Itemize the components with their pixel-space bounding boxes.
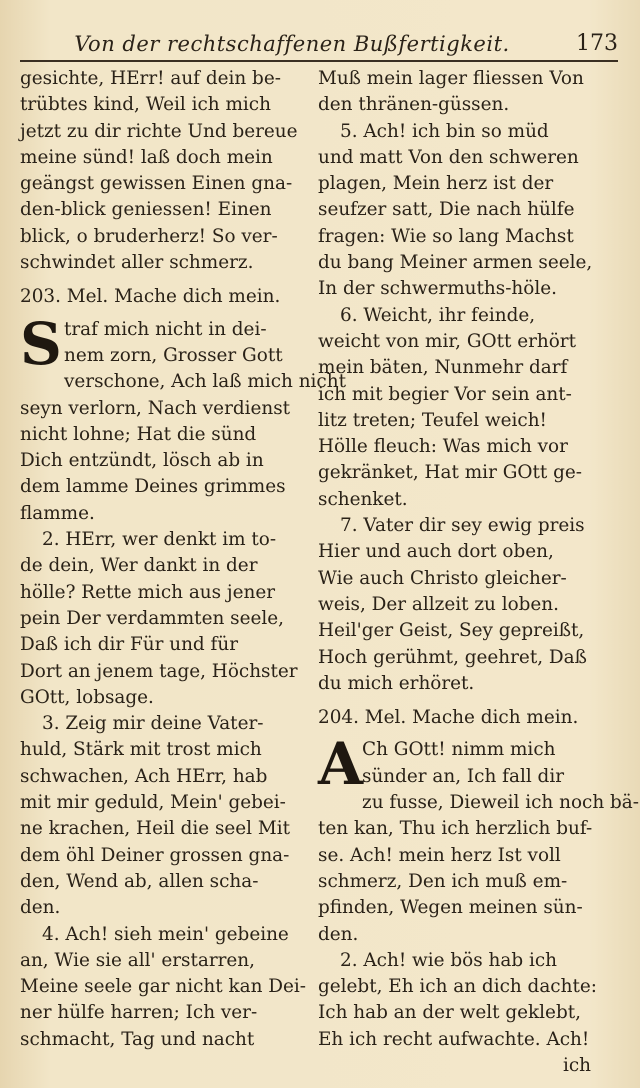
text-line: 6. Weicht, ihr feinde, xyxy=(340,304,536,326)
hymn-204-verse-1 xyxy=(318,730,639,947)
text-line: den. xyxy=(318,923,359,945)
text-line: plagen, Mein herz ist der xyxy=(318,173,554,195)
running-title: Von der rechtschaffenen Bußfertigkeit. xyxy=(74,32,510,56)
hymn-204-first-lines xyxy=(318,730,611,799)
text-line: de dein, Wer dankt in der xyxy=(20,555,258,577)
text-line: gesichte, HErr! auf dein be- xyxy=(20,68,281,89)
text-line: seufzer satt, Die nach hülfe xyxy=(318,199,575,221)
text-line: GOtt, lobsage. xyxy=(20,686,154,708)
page-header xyxy=(20,12,618,62)
text-line: blick, o bruderherz! So ver- xyxy=(20,225,278,247)
text-line: du bang Meiner armen seele, xyxy=(318,252,593,274)
text-line: jetzt zu dir richte Und bereue xyxy=(20,120,298,142)
page-number: 173 xyxy=(576,31,618,56)
text-line: den. xyxy=(20,897,61,919)
text-line: mit mir geduld, Mein' gebei- xyxy=(20,792,286,814)
text-line: ich mit begier Vor sein ant- xyxy=(318,383,572,405)
text-line: huld, Stärk mit trost mich xyxy=(20,739,262,761)
text-line: du mich erhöret. xyxy=(318,672,475,694)
text-line: 3. Zeig mir deine Vater- xyxy=(42,713,264,735)
text-line: schwindet aller schmerz. xyxy=(20,252,254,274)
text-line: Hoch gerühmt, geehret, Daß xyxy=(318,646,587,668)
text-line: mein bäten, Nunmehr darf xyxy=(318,357,568,379)
text-line: 4. Ach! sieh mein' gebeine xyxy=(42,923,289,945)
hymn-203-dropcap: S xyxy=(20,309,62,378)
text-line: ne krachen, Heil die seel Mit xyxy=(20,818,290,840)
text-line: dem lamme Deines grimmes xyxy=(20,476,286,498)
text-line: Ich hab an der welt geklebt, xyxy=(318,1002,581,1024)
text-line: gekränket, Hat mir GOtt ge- xyxy=(318,462,582,484)
text-line: Hier und auch dort oben, xyxy=(318,541,554,563)
hymn-203-heading: 203. Mel. Mache dich mein. xyxy=(20,286,281,308)
text-line: den, Wend ab, allen scha- xyxy=(20,870,259,892)
hymn-204-dropcap: A xyxy=(318,730,364,799)
text-line: 7. Vater dir sey ewig preis xyxy=(340,515,585,537)
text-line: Ch GOtt! nimm mich xyxy=(362,739,556,761)
text-line: 2. HErr, wer denkt im to- xyxy=(42,529,277,551)
text-line: Hölle fleuch: Was mich vor xyxy=(318,436,568,458)
hymn-203-verse-2 xyxy=(20,527,313,711)
text-line: seyn verlorn, Nach verdienst xyxy=(20,397,291,419)
text-line: gelebt, Eh ich an dich dachte: xyxy=(318,976,597,998)
text-line: an, Wie sie all' erstarren, xyxy=(20,949,255,971)
catchword: ich xyxy=(562,1054,591,1076)
text-line: den thränen-güssen. xyxy=(318,94,510,116)
text-line: traf mich nicht in dei- xyxy=(64,318,267,340)
text-line: Wie auch Christo gleicher- xyxy=(318,567,567,589)
text-line: flamme. xyxy=(20,502,95,524)
text-line: verschone, Ach laß mich nicht xyxy=(64,371,346,393)
text-line: schmacht, Tag und nacht xyxy=(20,1028,255,1050)
text-line: 2. Ach! wie bös hab ich xyxy=(340,949,557,971)
hymn-203-first-lines xyxy=(20,309,313,378)
text-line: Heil'ger Geist, Sey gepreißt, xyxy=(318,620,585,642)
text-line: Dort an jenem tage, Höchster xyxy=(20,660,298,682)
text-line: fragen: Wie so lang Machst xyxy=(318,225,574,247)
text-line: zu fusse, Dieweil ich noch bä- xyxy=(362,792,639,814)
text-line: 5. Ach! ich bin so müd xyxy=(340,120,549,142)
text-line: dem öhl Deiner grossen gna- xyxy=(20,844,290,866)
text-line: den-blick geniessen! Einen xyxy=(20,199,272,221)
text-line: meine sünd! laß doch mein xyxy=(20,146,273,168)
left-column xyxy=(20,66,346,1053)
text-line: Daß ich dir Für und für xyxy=(20,634,238,656)
hymn-203-verse-7 xyxy=(318,513,611,697)
text-line: se. Ach! mein herz Ist voll xyxy=(318,844,561,866)
hymn-204-verse-2 xyxy=(318,948,611,1053)
text-line: weis, Der allzeit zu loben. xyxy=(318,593,559,615)
hymn-203-verse-4 xyxy=(20,922,313,1053)
hymn-203-verse-3 xyxy=(20,711,313,921)
text-line: sünder an, Ich fall dir xyxy=(362,765,565,787)
text-line: und matt Von den schweren xyxy=(318,146,579,168)
text-line: pein Der verdammten seele, xyxy=(20,607,284,629)
hymn-204-lines xyxy=(318,790,639,948)
text-line: nem zorn, Grosser Gott xyxy=(64,344,283,366)
hymn-203-verse-6 xyxy=(318,303,611,513)
text-line: Muß mein lager fliessen Von xyxy=(318,68,584,89)
hymn-203-lines xyxy=(20,369,346,527)
text-line: schwachen, Ach HErr, hab xyxy=(20,765,268,787)
text-line: schenket. xyxy=(318,488,408,510)
text-line: Meine seele gar nicht kan Dei- xyxy=(20,976,306,998)
text-line: Eh ich recht aufwachte. Ach! xyxy=(318,1028,590,1050)
text-line: ner hülfe harren; Ich ver- xyxy=(20,1002,258,1024)
verse-4-continued xyxy=(318,66,611,119)
hymn-204-heading: 204. Mel. Mache dich mein. xyxy=(318,707,579,729)
text-line: hölle? Rette mich aus jener xyxy=(20,581,276,603)
text-line: nicht lohne; Hat die sünd xyxy=(20,423,257,445)
hymn-203-verse-5 xyxy=(318,119,611,303)
text-line: weicht von mir, GOtt erhört xyxy=(318,330,576,352)
text-line: Dich entzündt, lösch ab in xyxy=(20,450,264,472)
text-line: litz treten; Teufel weich! xyxy=(318,409,547,431)
text-line: ten kan, Thu ich herzlich buf- xyxy=(318,818,593,840)
text-line: geängst gewissen Einen gna- xyxy=(20,173,293,195)
text-line: schmerz, Den ich muß em- xyxy=(318,870,568,892)
hymn-203-verse-1 xyxy=(20,309,346,527)
text-line: pfinden, Wegen meinen sün- xyxy=(318,897,583,919)
continued-verse xyxy=(20,66,313,276)
text-line: In der schwermuths-höle. xyxy=(318,278,557,300)
text-line: trübtes kind, Weil ich mich xyxy=(20,94,271,116)
right-column xyxy=(318,66,639,1079)
